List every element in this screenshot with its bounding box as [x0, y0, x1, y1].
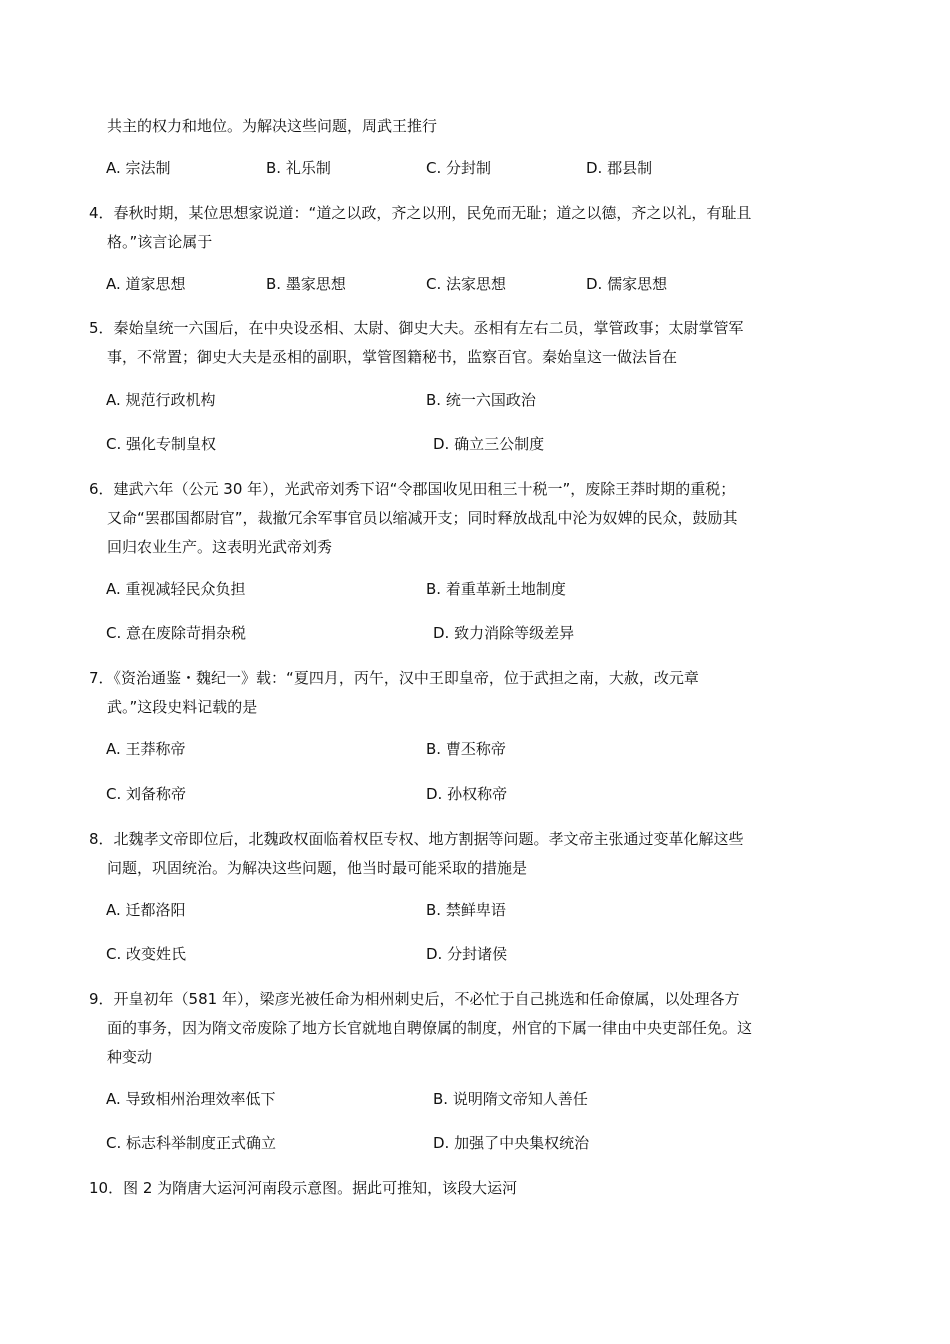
q4-stem-line-1: 4．春秋时期，某位思想家说道：“道之以政，齐之以刑，民免而无耻；道之以德，齐之以礼，有耻且	[89, 204, 752, 222]
q9-stem-line-1: 9．开皇初年（581 年），梁彦光被任命为相州刺史后，不必忙于自己挑选和任命僚属，以处理各方	[89, 990, 740, 1008]
q4-option-a: A. 道家思想	[106, 275, 186, 293]
q7-option-d: D. 孙权称帝	[426, 785, 508, 803]
q7-option-b: B. 曹丕称帝	[426, 740, 506, 758]
q6-stem-line-1: 6．建武六年（公元 30 年），光武帝刘秀下诏“令郡国收见田租三十税一”，废除王莽时期的重税；	[89, 480, 736, 498]
q3-option-b: B. 礼乐制	[266, 159, 331, 177]
q6-option-c: C. 意在废除苛捐杂税	[106, 624, 247, 642]
q6-option-b: B. 着重革新土地制度	[426, 580, 566, 598]
q8-option-a: A. 迁都洛阳	[106, 901, 186, 919]
q8-stem-line-2: 问题，巩固统治。为解决这些问题，他当时最可能采取的措施是	[107, 859, 528, 877]
q4-option-c: C. 法家思想	[426, 275, 507, 293]
q4-option-d: D. 儒家思想	[586, 275, 668, 293]
q3-option-c: C. 分封制	[426, 159, 492, 177]
q5-stem-line-1: 5．秦始皇统一六国后，在中央设丞相、太尉、御史大夫。丞相有左右二员，掌管政事；太尉掌管军	[89, 319, 744, 337]
q9-option-b: B. 说明隋文帝知人善任	[433, 1090, 588, 1108]
q9-option-d: D. 加强了中央集权统治	[433, 1134, 590, 1152]
q4-stem-line-2: 格。”该言论属于	[107, 233, 213, 251]
q6-option-d: D. 致力消除等级差异	[433, 624, 575, 642]
question-3-stem-tail: 共主的权力和地位。为解决这些问题，周武王推行	[107, 117, 438, 135]
q9-stem-line-2: 面的事务，因为隋文帝废除了地方长官就地自聘僚属的制度，州官的下属一律由中央吏部任免。这	[107, 1019, 753, 1037]
q5-option-a: A. 规范行政机构	[106, 391, 216, 409]
q8-stem-line-1: 8．北魏孝文帝即位后，北魏政权面临着权臣专权、地方割据等问题。孝文帝主张通过变革化解这些	[89, 830, 744, 848]
q6-option-a: A. 重视减轻民众负担	[106, 580, 246, 598]
q4-option-b: B. 墨家思想	[266, 275, 346, 293]
q10-stem-line-1: 10．图 2 为隋唐大运河河南段示意图。据此可推知，该段大运河	[89, 1179, 518, 1197]
q8-option-c: C. 改变姓氏	[106, 945, 187, 963]
q5-stem-line-2: 事，不常置；御史大夫是丞相的副职，掌管图籍秘书，监察百官。秦始皇这一做法旨在	[107, 348, 678, 366]
q5-option-d: D. 确立三公制度	[433, 435, 545, 453]
q8-option-b: B. 禁鲜卑语	[426, 901, 506, 919]
q9-stem-line-3: 种变动	[107, 1048, 153, 1066]
q5-option-b: B. 统一六国政治	[426, 391, 536, 409]
q8-option-d: D. 分封诸侯	[426, 945, 508, 963]
q7-option-c: C. 刘备称帝	[106, 785, 187, 803]
q7-stem-line-2: 武。”这段史料记载的是	[107, 698, 258, 716]
q5-option-c: C. 强化专制皇权	[106, 435, 217, 453]
q3-option-d: D. 郡县制	[586, 159, 653, 177]
q6-stem-line-3: 回归农业生产。这表明光武帝刘秀	[107, 538, 333, 556]
q6-stem-line-2: 又命“罢郡国都尉官”，裁撤冗余军事官员以缩减开支；同时释放战乱中沦为奴婢的民众，鼓励其	[107, 509, 738, 527]
q7-option-a: A. 王莽称帝	[106, 740, 186, 758]
q9-option-a: A. 导致相州治理效率低下	[106, 1090, 276, 1108]
q9-option-c: C. 标志科举制度正式确立	[106, 1134, 277, 1152]
q7-stem-line-1: 7．《资治通鉴・魏纪一》载：“夏四月，丙午，汉中王即皇帝，位于武担之南，大赦，改元章	[89, 669, 699, 687]
q3-option-a: A. 宗法制	[106, 159, 171, 177]
